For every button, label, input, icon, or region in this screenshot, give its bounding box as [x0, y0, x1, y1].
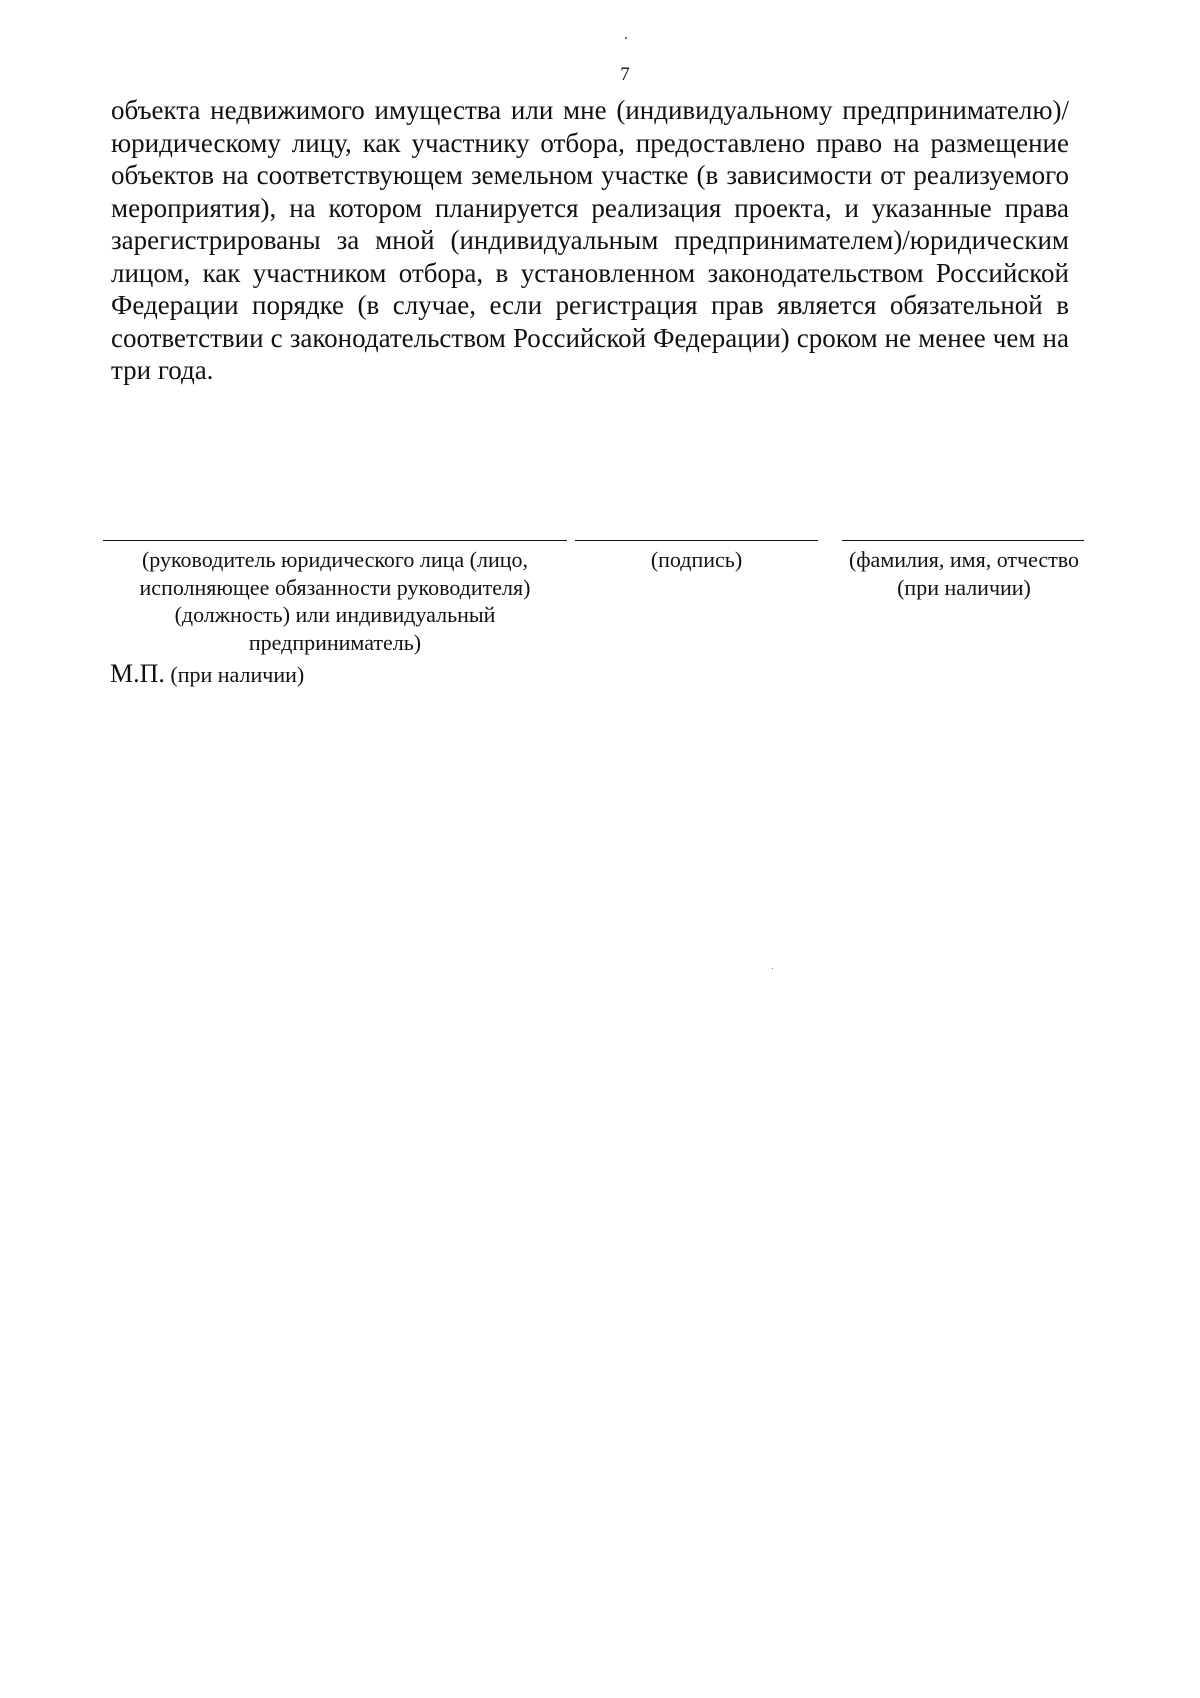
signature-caption — [575, 546, 818, 574]
position-caption-line: (должность) или индивидуальный — [174, 602, 496, 627]
scan-speck — [625, 37, 627, 39]
body-paragraph: объекта недвижимого имущества или мне (индивидуальному предпринимателю)/юридическому лицу, как участнику отбора, предоставлено право на размещение объектов на соответствующем земельном участке (в зависимости от реализуемого мероприятия), на котором планируется реализация проекта, и указанные права зарегистрированы за мной (индивидуальным предпринимателем)/юридическим лицом, как участником отбора, в установленном законодательством Российской Федерации порядке (в случае, если регистрация прав является обязательной в соответствии с законодательством Российской Федерации) сроком не менее чем на три года. — [111, 95, 1069, 385]
position-caption-line: исполняющее обязанности руководителя) — [139, 574, 531, 600]
position-caption-line: предприниматель) — [248, 629, 422, 655]
stamp-label: М.П. — [110, 659, 165, 688]
position-caption-line: (руководитель юридического лица (лицо, — [141, 547, 529, 572]
scan-speck — [772, 968, 773, 969]
position-signature-line — [103, 540, 567, 541]
full-name-caption — [820, 546, 1108, 601]
page-number: 7 — [620, 64, 630, 85]
stamp-note: (при наличии) — [170, 662, 305, 687]
stamp-placeholder — [110, 659, 304, 689]
signature-caption-text: (подпись) — [650, 547, 743, 572]
signature-line — [575, 540, 818, 541]
full-name-caption-line: (фамилия, имя, отчество — [848, 547, 1080, 572]
full-name-caption-line: (при наличии) — [897, 574, 1031, 600]
position-caption — [104, 546, 566, 656]
full-name-signature-line — [842, 540, 1084, 541]
